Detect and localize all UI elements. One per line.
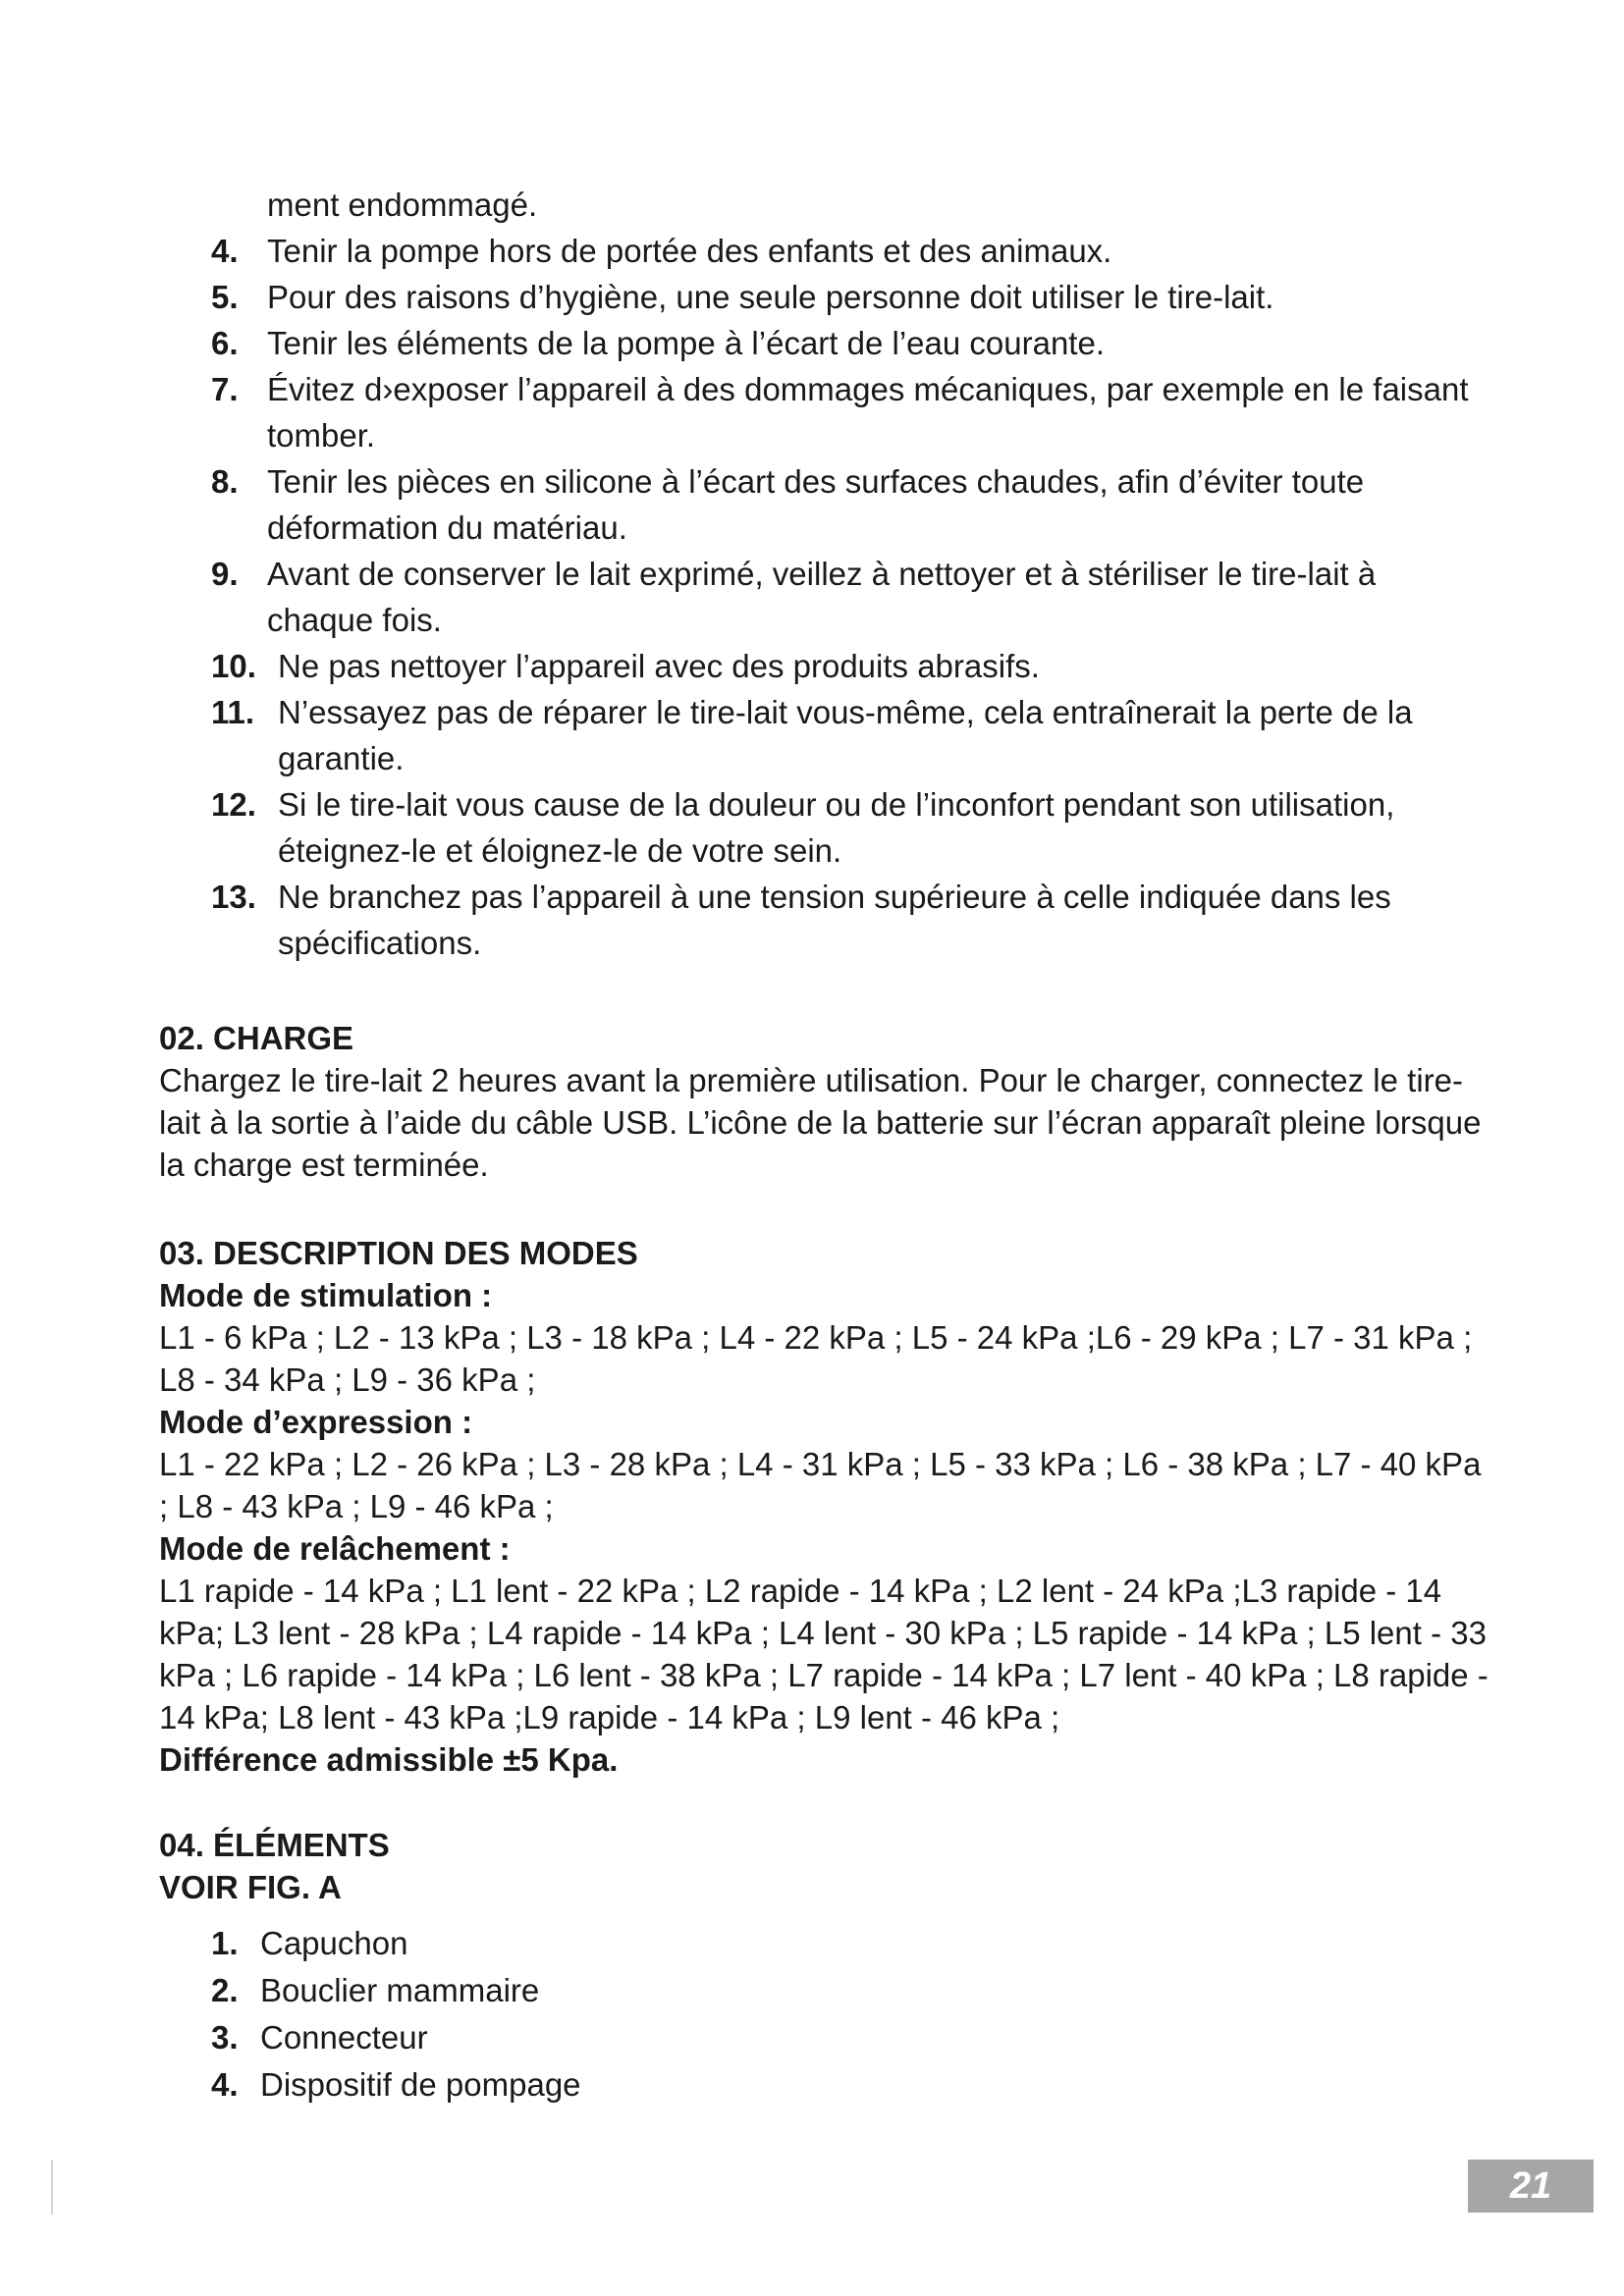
list-item [211,320,1507,366]
item-number: 3. [211,2019,239,2056]
item-number: 2. [211,1972,239,2008]
continuation-text: ment endommagé. [267,187,538,223]
expression-title: Mode d’expression : [159,1404,473,1440]
charge-text: Chargez le tire-lait 2 heures avant la première utilisation. Pour le charger, connectez le tire-lait à la sortie à l’aide du câble USB. L’icône de la batterie sur l’écran apparaît pleine lorsque la charge est terminée. [159,1062,1482,1183]
charge-section [159,1017,1494,1186]
item-text: Tenir la pompe hors de portée des enfants et des animaux. [267,233,1112,269]
item-text: Dispositif de pompage [260,2066,581,2103]
figure-reference: VOIR FIG. A [159,1869,342,1905]
item-text: Connecteur [260,2019,428,2056]
section-heading: 04. ÉLÉMENTS [159,1827,390,1863]
item-number: 4. [211,2066,239,2103]
item-text: Évitez d›exposer l’appareil à des dommages mécaniques, par exemple en le faisant tomber. [267,371,1469,454]
item-text: Avant de conserver le lait exprimé, veillez à nettoyer et à stériliser le tire-lait à chaque fois. [267,556,1377,638]
item-number: 6. [211,325,239,361]
page-number: 21 [1468,2160,1594,2213]
elements-list [211,1920,1095,2109]
item-text: Si le tire-lait vous cause de la douleur ou de l’inconfort pendant son utilisation, éteignez-le et éloignez-le de votre sein. [278,786,1395,869]
item-text: Tenir les pièces en silicone à l’écart des surfaces chaudes, afin d’éviter toute déformation du matériau. [267,463,1365,546]
list-item [211,458,1485,551]
stimulation-title: Mode de stimulation : [159,1277,493,1313]
item-text: Tenir les éléments de la pompe à l’écart de l’eau courante. [267,325,1105,361]
tolerance-note: Différence admissible ±5 Kpa. [159,1741,619,1778]
item-number: 11. [211,694,255,730]
list-item [211,689,1495,781]
list-item [211,551,1485,643]
modes-section [159,1232,1494,1781]
item-text: Ne branchez pas l’appareil à une tension supérieure à celle indiquée dans les spécifications. [278,879,1391,961]
item-text: Capuchon [260,1925,408,1961]
item-text: Pour des raisons d’hygiène, une seule personne doit utiliser le tire-lait. [267,279,1274,315]
list-item [211,228,1507,274]
release-values: L1 rapide - 14 kPa ; L1 lent - 22 kPa ; L2 rapide - 14 kPa ; L2 lent - 24 kPa ;L3 rapide - 14 kPa; L3 lent - 28 kPa ; L4 rapide - 14 kPa ; L4 lent - 30 kPa ; L5 rapide - 14 kPa ; L5 lent - 33 kPa ; L6 rapide - 14 kPa ; L6 lent - 38 kPa ; L7 rapide - 14 kPa ; L7 lent - 40 kPa ; L8 rapide - 14 kPa; L8 lent - 43 kPa ;L9 rapide - 14 kPa ; L9 lent - 46 kPa ; [159,1573,1489,1735]
list-item [211,366,1485,458]
list-item [211,1967,1095,2014]
item-number: 1. [211,1925,239,1961]
safety-list [211,228,1507,966]
list-item [211,781,1495,874]
item-text: Ne pas nettoyer l’appareil avec des produits abrasifs. [278,648,1040,684]
section-heading: 03. DESCRIPTION DES MODES [159,1235,638,1271]
item-number: 13. [211,879,256,915]
release-title: Mode de relâchement : [159,1530,511,1567]
item-number: 7. [211,371,239,407]
item-number: 10. [211,648,256,684]
item-number: 4. [211,233,239,269]
item-number: 5. [211,279,239,315]
list-item [211,1920,1095,1967]
item-number: 12. [211,786,256,823]
margin-divider [51,2160,53,2215]
item-text: Bouclier mammaire [260,1972,540,2008]
item-text: N’essayez pas de réparer le tire-lait vous-même, cela entraînerait la perte de la garantie. [278,694,1413,776]
item-number: 8. [211,463,239,500]
list-item [211,2061,1095,2109]
list-item [211,274,1507,320]
item-number: 9. [211,556,239,592]
list-item [211,874,1495,966]
elements-section [159,1824,1494,1908]
section-heading: 02. CHARGE [159,1020,354,1056]
list-item [211,643,1507,689]
stimulation-values: L1 - 6 kPa ; L2 - 13 kPa ; L3 - 18 kPa ; L4 - 22 kPa ; L5 - 24 kPa ;L6 - 29 kPa ; L7 - 31 kPa ; L8 - 34 kPa ; L9 - 36 kPa ; [159,1319,1473,1398]
expression-values: L1 - 22 kPa ; L2 - 26 kPa ; L3 - 28 kPa ; L4 - 31 kPa ; L5 - 33 kPa ; L6 - 38 kPa ; L7 - 40 kPa ; L8 - 43 kPa ; L9 - 46 kPa ; [159,1446,1482,1524]
list-item [211,2014,1095,2061]
